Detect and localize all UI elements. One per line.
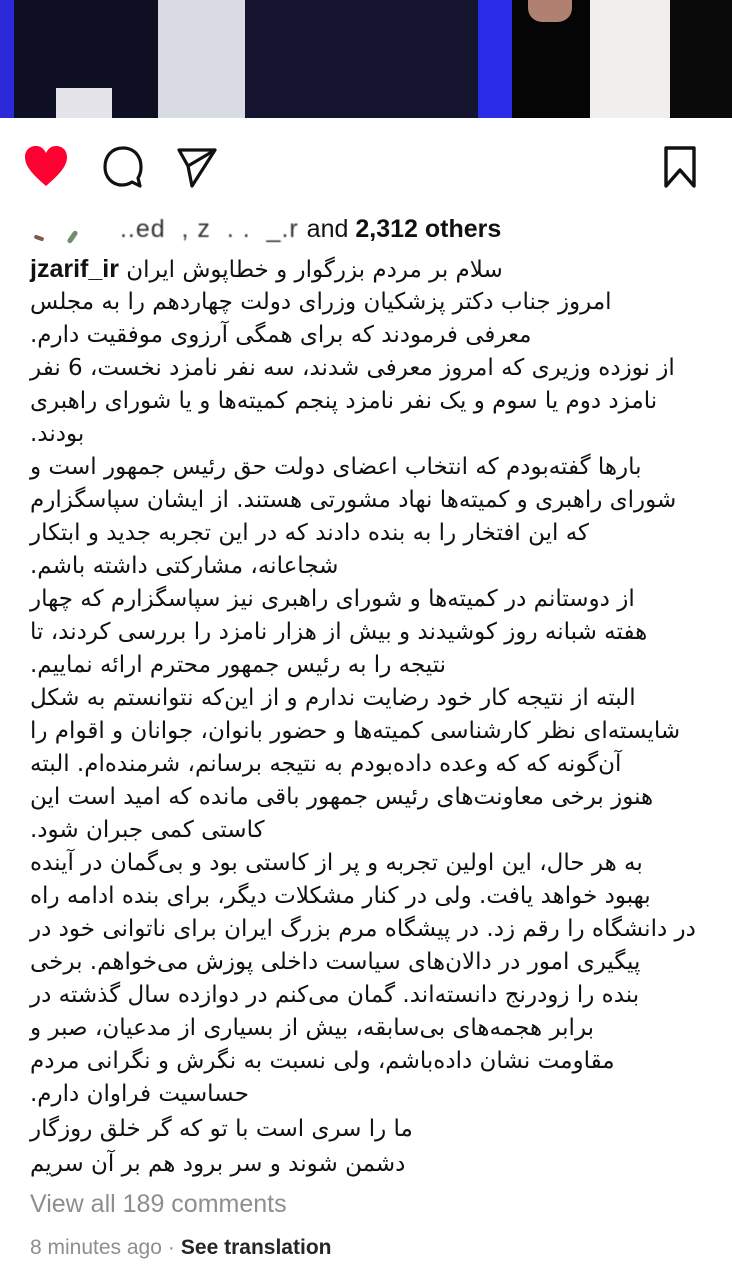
caption-line	[30, 550, 710, 583]
caption-line	[30, 946, 710, 979]
likes-text	[112, 215, 501, 244]
caption-line	[30, 616, 710, 649]
likes-and-label: and	[306, 214, 356, 243]
post-image[interactable]	[0, 0, 732, 118]
caption-line	[30, 1113, 710, 1146]
caption-line	[30, 352, 710, 385]
caption-text: مقاومت نشان داده‌باشم، ولی نسبت به نگرش و نگرانی مردم	[30, 1048, 615, 1074]
like-heart-icon[interactable]	[22, 144, 70, 188]
liked-by-obscured: ..ed , z . . _.r	[112, 214, 307, 243]
caption-line	[30, 847, 710, 880]
photo-shirt-left	[158, 0, 248, 118]
caption-text: دشمن شوند و سر برود هم بر آن سریم	[30, 1151, 406, 1177]
caption-line	[30, 1045, 710, 1078]
caption-text: نامزد دوم یا سوم و یک نفر نامزد پنجم کمیته‌ها و یا شورای راهبری	[30, 388, 658, 414]
photo-suit-center	[245, 0, 480, 118]
caption-text: بارها گفته‌بودم که انتخاب اعضای دولت حق رئیس جمهور است و	[30, 454, 642, 480]
photo-hand	[528, 0, 572, 22]
caption-text: معرفی فرمودند که برای همگی آرزوی موفقیت دارم.	[30, 322, 532, 348]
caption-text: شجاعانه، مشارکتی داشته باشم.	[30, 553, 339, 579]
caption-username[interactable]: jzarif_ir	[30, 255, 119, 283]
caption-line	[30, 715, 710, 748]
caption-text: امروز جناب دکتر پزشکیان وزرای دولت چهاردهم را به مجلس	[30, 289, 612, 315]
caption-line	[30, 1078, 710, 1111]
caption-line	[30, 880, 710, 913]
meta-separator: ·	[167, 1236, 175, 1259]
share-paper-plane-icon[interactable]	[174, 144, 220, 190]
see-translation-link[interactable]: See translation	[180, 1236, 332, 1259]
caption-text: هنوز برخی معاونت‌های رئیس جمهور باقی مانده که امید است این	[30, 784, 654, 810]
caption-text: بودند.	[30, 421, 85, 447]
caption-text: البته از نتیجه کار خود رضایت ندارم و از این‌که نتوانستم به شکل	[30, 685, 636, 711]
caption-line	[30, 286, 710, 319]
caption-line	[30, 781, 710, 814]
caption-text: شایسته‌ای نظر کارشناسی کمیته‌ها و حضور بانوان، جوانان و اقوام را	[30, 718, 681, 744]
caption-text: که این افتخار را به بنده دادند که در این تجربه جدید و ابتکار	[30, 520, 589, 546]
caption-text: به هر حال، این اولین تجربه و پر از کاستی بود و بی‌گمان در آینده	[30, 850, 643, 876]
caption-text: سلام بر مردم بزرگوار و خطاپوش ایران	[126, 257, 503, 283]
caption-line	[30, 814, 710, 847]
post-meta	[30, 1236, 331, 1260]
caption-line	[30, 913, 710, 946]
caption-line	[30, 253, 710, 286]
caption-line	[30, 484, 710, 517]
caption-line	[30, 682, 710, 715]
caption-text: آن‌گونه که که وعده داده‌بودم به نتیجه برسانم، شرمنده‌ام. البته	[30, 751, 622, 777]
caption-line	[30, 1148, 710, 1181]
caption-text: هفته شبانه روز کوشیدند و بیش از هزار نامزد را بررسی کردند، تا	[30, 619, 648, 645]
caption-text: از نوزده وزیری که امروز معرفی شدند، سه نفر نامزد نخست، 6 نفر	[30, 355, 675, 381]
caption-text: بنده را زودرنج دانسته‌اند. گمان می‌کنم در دوازده سال گذشته در	[30, 982, 640, 1008]
caption-text: بهبود خواهد یافت. ولی در کنار مشکلات دیگر، برای بنده ادامه راه	[30, 883, 651, 909]
caption-line	[30, 517, 710, 550]
post-action-bar	[0, 140, 732, 190]
post-caption	[30, 253, 710, 1181]
caption-text: کاستی کمی جبران شود.	[30, 817, 265, 843]
caption-text: از دوستانم در کمیته‌ها و شورای راهبری نیز سپاسگزارم که چهار	[30, 586, 635, 612]
avatar	[54, 214, 88, 248]
caption-text: برابر هجمه‌های بی‌سابقه، بیش از بسیاری از مدعیان، صبر و	[30, 1015, 595, 1041]
liker-avatars	[30, 212, 112, 246]
bookmark-save-icon[interactable]	[660, 144, 700, 190]
caption-line	[30, 649, 710, 682]
view-all-comments-link[interactable]: View all 189 comments	[30, 1190, 287, 1218]
caption-line	[30, 451, 710, 484]
caption-line	[30, 979, 710, 1012]
photo-shirt-right	[590, 0, 670, 118]
caption-text: در دانشگاه را رقم زد. در پیشگاه مرم بزرگ ایران برای ناتوانی خود در	[30, 916, 696, 942]
caption-text: نتیجه را به رئیس جمهور محترم ارائه نماییم.	[30, 652, 447, 678]
comment-bubble-icon[interactable]	[100, 144, 146, 190]
caption-text: شورای راهبری و کمیته‌ها نهاد مشورتی هستند. از ایشان سپاسگزارم	[30, 487, 677, 513]
likes-summary[interactable]	[30, 212, 501, 246]
caption-line	[30, 1012, 710, 1045]
caption-line	[30, 385, 710, 418]
caption-line	[30, 418, 710, 451]
photo-suit-far-right	[670, 0, 732, 118]
photo-cuff	[56, 88, 112, 118]
caption-line	[30, 583, 710, 616]
caption-line	[30, 748, 710, 781]
caption-text: پیگیری امور در دالان‌های سیاست داخلی پوزش می‌خواهم. برخی	[30, 949, 641, 975]
caption-line	[30, 319, 710, 352]
caption-text: ما را سری است با تو که گر خلق روزگار	[30, 1116, 413, 1142]
likes-count[interactable]: 2,312 others	[355, 214, 502, 243]
caption-text: حساسیت فراوان دارم.	[30, 1081, 249, 1107]
post-timestamp: 8 minutes ago	[30, 1236, 162, 1259]
